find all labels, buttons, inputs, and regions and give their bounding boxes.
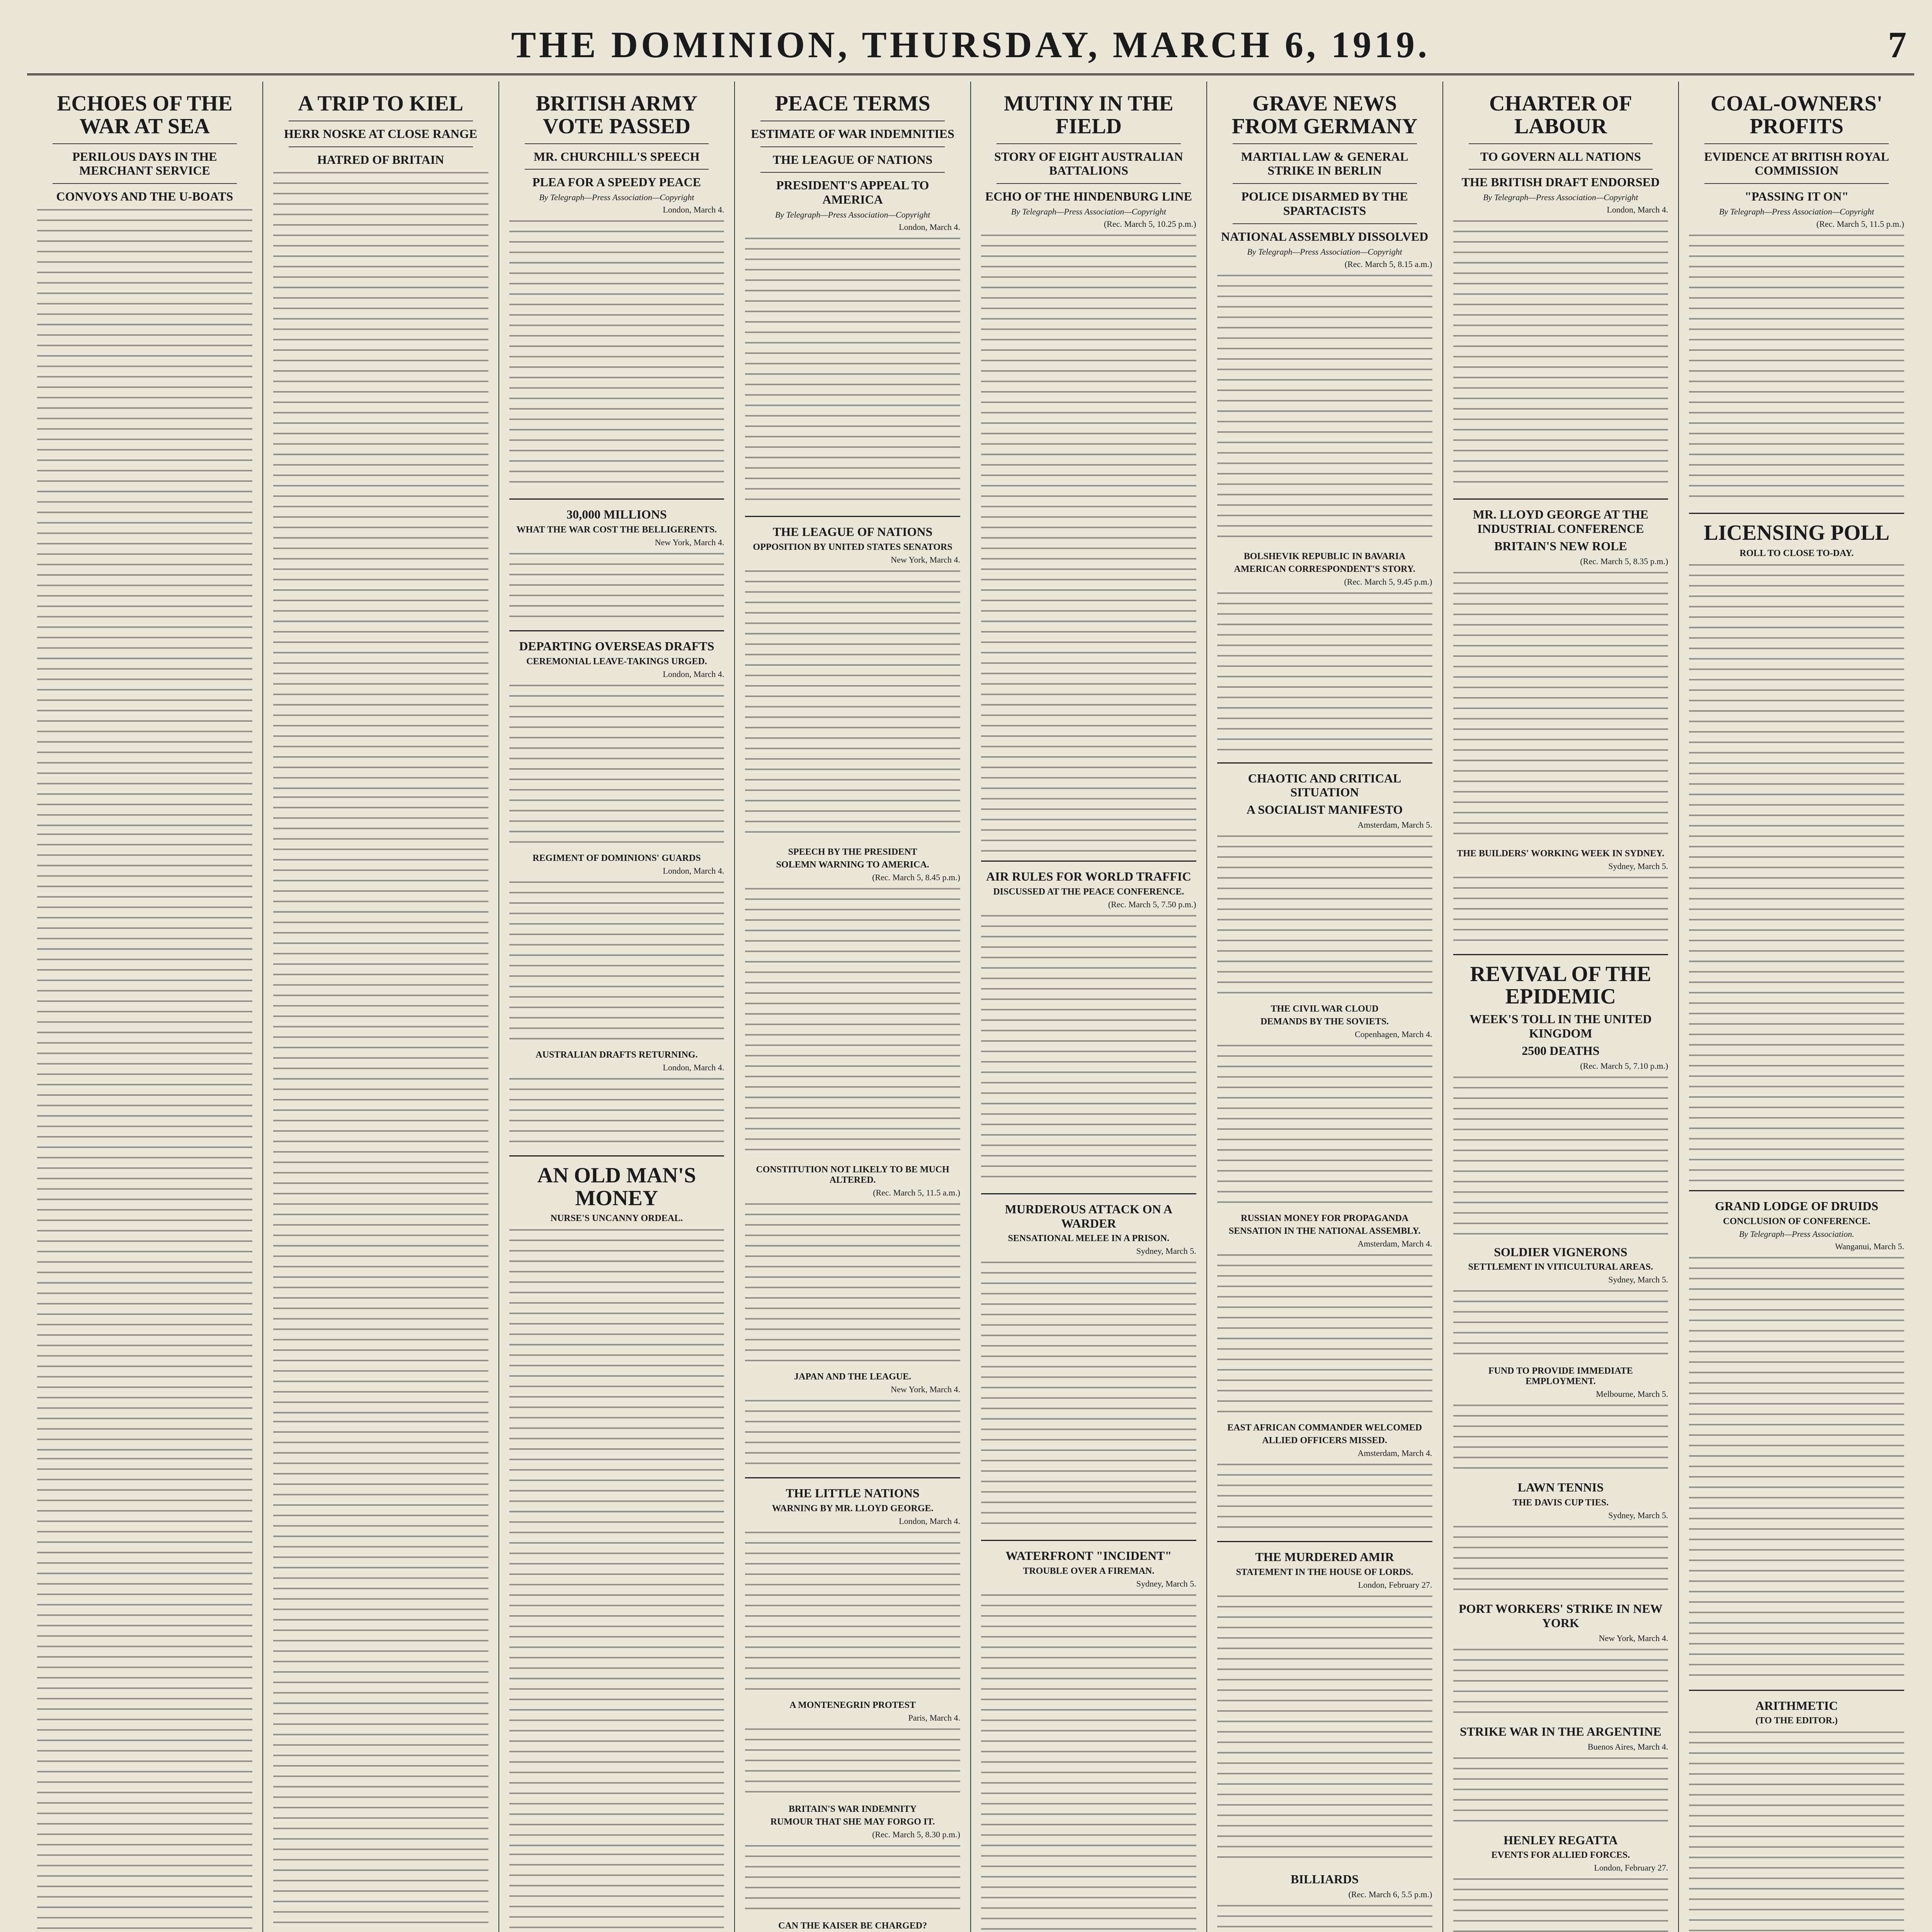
byline: By Telegraph—Press Association—Copyright: [1247, 247, 1402, 257]
subheadline: CEREMONIAL LEAVE-TAKINGS URGED.: [526, 656, 707, 667]
article-australian-drafts-header: [509, 1050, 724, 1073]
article-body-text: [37, 1458, 252, 1932]
article-argentine-header: [1453, 1725, 1668, 1752]
masthead: [27, 15, 1914, 75]
dateline: London, March 4.: [899, 1516, 960, 1526]
subheadline: MR. CHURCHILL'S SPEECH: [534, 149, 700, 163]
headline: STRIKE WAR IN THE ARGENTINE: [1460, 1724, 1662, 1738]
dateline: (Rec. March 5, 7.50 p.m.): [1108, 899, 1196, 909]
columns: [27, 82, 1914, 1932]
subheadline: PERILOUS DAYS IN THE MERCHANT SERVICE: [72, 149, 217, 178]
headline: EAST AFRICAN COMMANDER WELCOMED: [1227, 1422, 1422, 1433]
headline: THE LEAGUE OF NATIONS: [772, 524, 933, 539]
article-body-text: [509, 881, 724, 1044]
byline: By Telegraph—Press Association.: [1739, 1229, 1854, 1239]
dateline: London, February 27.: [1594, 1863, 1668, 1873]
dateline: London, March 4.: [663, 866, 724, 876]
subheadline: STATEMENT IN THE HOUSE OF LORDS.: [1236, 1567, 1413, 1577]
article-army-vote-header: [509, 92, 724, 215]
column-5: [971, 82, 1207, 1932]
article-body-text: [745, 570, 960, 841]
column-1: [27, 82, 263, 1932]
dateline: Amsterdam, March 5.: [1357, 820, 1432, 830]
byline: By Telegraph—Press Association—Copyright: [1011, 206, 1167, 216]
dateline: Copenhagen, March 4.: [1355, 1029, 1432, 1039]
headline: THE BUILDERS' WORKING WEEK IN SYDNEY.: [1457, 848, 1665, 859]
headline: PORT WORKERS' STRIKE IN NEW YORK: [1459, 1602, 1663, 1630]
subheadline: OPPOSITION BY UNITED STATES SENATORS: [753, 542, 952, 552]
dateline: New York, March 4.: [891, 1384, 960, 1394]
dateline: (Rec. March 5, 10.25 p.m.): [1104, 219, 1196, 229]
article-body-text: [509, 685, 724, 847]
article-body-text: [1217, 1905, 1432, 1932]
article-body-text: [981, 1594, 1196, 1932]
article-body-text: [1453, 1526, 1668, 1595]
dateline: Paris, March 4.: [908, 1713, 960, 1723]
article-body-text: [1689, 1257, 1904, 1682]
dateline: Sydney, March 5.: [1136, 1579, 1196, 1589]
subheadline: POLICE DISARMED BY THE SPARTACISTS: [1241, 189, 1408, 218]
subheadline: STORY OF EIGHT AUSTRALIAN BATTALIONS: [994, 149, 1183, 178]
article-body-text: [1689, 235, 1904, 505]
article-body-text: [1689, 1731, 1904, 1932]
article-kiel-header: [273, 92, 488, 167]
headline: DEPARTING OVERSEAS DRAFTS: [519, 639, 714, 653]
headline: CAN THE KAISER BE CHARGED?: [778, 1920, 927, 1931]
subheadline: SETTLEMENT IN VITICULTURAL AREAS.: [1468, 1262, 1653, 1272]
byline: By Telegraph—Press Association—Copyright: [539, 192, 694, 202]
headline: SPEECH BY THE PRESIDENT: [788, 847, 917, 857]
article-body-text: [1217, 275, 1432, 545]
headline: LAWN TENNIS: [1517, 1480, 1604, 1495]
article-chaotic-header: [1217, 771, 1432, 830]
article-body-text: [1217, 1254, 1432, 1417]
subheadline: HERR NOSKE AT CLOSE RANGE: [284, 126, 478, 141]
article-body-text: [981, 915, 1196, 1185]
article-body-text: [273, 172, 488, 790]
article-body-text: [1453, 877, 1668, 946]
article-billiards-header: [1217, 1872, 1432, 1900]
article-japan-header: [745, 1372, 960, 1395]
subheadline: TO GOVERN ALL NATIONS: [1480, 149, 1641, 163]
headline: WATERFRONT "INCIDENT": [1005, 1549, 1172, 1563]
article-body-text: [981, 1262, 1196, 1532]
article-body-text: [745, 1532, 960, 1694]
article-charter-header: [1453, 92, 1668, 215]
article-peace-terms-header: [745, 92, 960, 232]
headline: PEACE TERMS: [775, 92, 930, 116]
dateline: Sydney, March 5.: [1136, 1246, 1196, 1256]
masthead-title: THE DOMINION, THURSDAY, MARCH 6, 1919.: [511, 24, 1430, 65]
subheadline: PRESIDENT'S APPEAL TO AMERICA: [776, 178, 929, 207]
headline: A MONTENEGRIN PROTEST: [789, 1700, 916, 1710]
article-body-text: [1453, 1878, 1668, 1932]
article-warder-header: [981, 1202, 1196, 1257]
headline: FUND TO PROVIDE IMMEDIATE EMPLOYMENT.: [1488, 1366, 1633, 1387]
subheadline: THE BRITISH DRAFT ENDORSED: [1461, 175, 1660, 189]
article-body-text: [37, 209, 252, 827]
subheadline: NURSE'S UNCANNY ORDEAL.: [550, 1213, 683, 1224]
article-grave-news-header: [1217, 92, 1432, 269]
article-mutiny-header: [981, 92, 1196, 229]
headline: COAL-OWNERS' PROFITS: [1711, 92, 1883, 138]
column-3: [499, 82, 735, 1932]
subheadline: SOLEMN WARNING TO AMERICA.: [776, 859, 929, 870]
subheadline: DEMANDS BY THE SOVIETS.: [1260, 1016, 1389, 1027]
article-body-text: [509, 1854, 724, 1932]
article-drafts-header: [509, 639, 724, 679]
article-body-text: [1453, 1757, 1668, 1827]
headline: BOLSHEVIK REPUBLIC IN BAVARIA: [1243, 551, 1406, 561]
subheadline: NATIONAL ASSEMBLY DISSOLVED: [1221, 229, 1429, 243]
article-coal-owners-header: [1689, 92, 1904, 229]
article-fund-header: [1453, 1366, 1668, 1399]
article-body-text: [745, 1203, 960, 1366]
subheadline: BRITAIN'S NEW ROLE: [1494, 539, 1627, 553]
article-body-text: [1217, 592, 1432, 755]
article-indemnity-header: [745, 1804, 960, 1840]
dateline: Amsterdam, March 4.: [1357, 1238, 1432, 1248]
dateline: London, February 27.: [1358, 1580, 1432, 1590]
subheadline: 2500 DEATHS: [1522, 1043, 1600, 1058]
subheadline: ECHO OF THE HINDENBURG LINE: [985, 189, 1192, 204]
headline: JAPAN AND THE LEAGUE.: [794, 1371, 912, 1382]
subheadline: WEEK'S TOLL IN THE UNITED KINGDOM: [1469, 1012, 1652, 1040]
subheadline: SENSATION IN THE NATIONAL ASSEMBLY.: [1228, 1226, 1421, 1236]
article-air-rules-header: [981, 869, 1196, 910]
dateline: (Rec. March 5, 8.30 p.m.): [872, 1829, 960, 1839]
subheadline: DISCUSSED AT THE PEACE CONFERENCE.: [993, 886, 1184, 897]
article-body-text: [1453, 572, 1668, 842]
article-body-text: [509, 553, 724, 622]
subheadline: CONVOYS AND THE U-BOATS: [56, 189, 233, 204]
dateline: (Rec. March 5, 7.10 p.m.): [1580, 1061, 1668, 1071]
article-vignerons-header: [1453, 1245, 1668, 1285]
headline: GRAND LODGE OF DRUIDS: [1715, 1199, 1879, 1213]
headline: REGIMENT OF DOMINIONS' GUARDS: [532, 853, 701, 863]
headline: THE MURDERED AMIR: [1255, 1549, 1394, 1564]
headline: A TRIP TO KIEL: [298, 92, 464, 116]
byline: By Telegraph—Press Association—Copyright: [775, 209, 930, 219]
headline: BILLIARDS: [1291, 1872, 1359, 1886]
headline: CHARTER OF LABOUR: [1489, 92, 1632, 138]
dateline: (Rec. March 5, 8.35 p.m.): [1580, 556, 1668, 566]
dateline: (Rec. March 6, 5.5 p.m.): [1348, 1889, 1432, 1899]
column-4: [735, 82, 971, 1932]
subheadline: ALLIED OFFICERS MISSED.: [1262, 1435, 1387, 1446]
subheadline: EVIDENCE AT BRITISH ROYAL COMMISSION: [1704, 149, 1889, 178]
article-body-text: [273, 796, 488, 1415]
dateline: Sydney, March 5.: [1608, 1275, 1668, 1285]
headline: AN OLD MAN'S MONEY: [537, 1163, 696, 1210]
dateline: London, March 4.: [663, 1062, 724, 1072]
article-body-text: [509, 220, 724, 491]
article-league-header: [745, 525, 960, 565]
headline: SOLDIER VIGNERONS: [1494, 1245, 1628, 1259]
column-2: [263, 82, 499, 1932]
headline: CONSTITUTION NOT LIKELY TO BE MUCH ALTERED.: [756, 1164, 949, 1185]
dateline: New York, March 4.: [655, 537, 724, 547]
headline: THE LITTLE NATIONS: [786, 1486, 920, 1500]
article-lloyd-george-header: [1453, 507, 1668, 566]
article-body-text: [509, 1078, 724, 1148]
article-body-text: [509, 1229, 724, 1847]
article-bavaria-header: [1217, 551, 1432, 587]
article-body-text: [745, 888, 960, 1158]
article-body-text: [37, 833, 252, 1452]
article-body-text: [745, 1728, 960, 1798]
subheadline: SENSATIONAL MELEE IN A PRISON.: [1008, 1233, 1170, 1244]
article-russian-money-header: [1217, 1213, 1432, 1249]
dateline: Amsterdam, March 4.: [1357, 1448, 1432, 1458]
headline: CHAOTIC AND CRITICAL SITUATION: [1248, 771, 1401, 799]
subheadline: WHAT THE WAR COST THE BELLIGERENTS.: [516, 524, 717, 535]
dateline: (Rec. March 5, 9.45 p.m.): [1344, 577, 1432, 587]
article-body-text: [745, 238, 960, 508]
page-number: 7: [1888, 24, 1906, 65]
article-millions-header: [509, 507, 724, 548]
article-body-text: [745, 1845, 960, 1915]
article-epidemic-header: [1453, 963, 1668, 1071]
subheadline: AMERICAN CORRESPONDENT'S STORY.: [1234, 564, 1415, 574]
dateline: New York, March 4.: [1599, 1633, 1668, 1643]
dateline: Wanganui, March 5.: [1835, 1241, 1904, 1251]
dateline: (Rec. March 5, 8.45 p.m.): [872, 872, 960, 882]
subheadline: EVENTS FOR ALLIED FORCES.: [1491, 1850, 1630, 1861]
article-civil-war-header: [1217, 1004, 1432, 1039]
article-body-text: [1453, 1405, 1668, 1474]
dateline: Sydney, March 5.: [1608, 861, 1668, 871]
headline: MR. LLOYD GEORGE AT THE INDUSTRIAL CONFERENCE: [1473, 507, 1649, 536]
article-henley-header: [1453, 1833, 1668, 1873]
dateline: (Rec. March 5, 11.5 p.m.): [1816, 219, 1904, 229]
article-builders-header: [1453, 849, 1668, 871]
subheadline: "PASSING IT ON": [1745, 189, 1849, 204]
dateline: London, March 4.: [1607, 205, 1668, 215]
article-body-text: [1217, 1595, 1432, 1866]
article-east-african-header: [1217, 1423, 1432, 1458]
headline: THE CIVIL WAR CLOUD: [1270, 1003, 1379, 1014]
subheadline: ESTIMATE OF WAR INDEMNITIES: [751, 126, 954, 141]
article-body-text: [745, 1400, 960, 1469]
headline: ECHOES OF THE WAR AT SEA: [57, 92, 233, 138]
column-8: [1679, 82, 1914, 1932]
headline: HENLEY REGATTA: [1503, 1833, 1618, 1847]
headline: AUSTRALIAN DRAFTS RETURNING.: [536, 1049, 698, 1060]
column-6: [1207, 82, 1443, 1932]
article-guards-header: [509, 853, 724, 876]
subheadline: RUMOUR THAT SHE MAY FORGO IT.: [770, 1816, 935, 1827]
subheadline: TROUBLE OVER A FIREMAN.: [1023, 1566, 1155, 1577]
byline: By Telegraph—Press Association—Copyright: [1483, 192, 1638, 202]
subheadline: (TO THE EDITOR.): [1755, 1716, 1838, 1726]
column-7: [1443, 82, 1679, 1932]
headline: MUTINY IN THE FIELD: [1004, 92, 1173, 138]
dateline: Sydney, March 5.: [1608, 1510, 1668, 1520]
subheadline: CONCLUSION OF CONFERENCE.: [1723, 1216, 1871, 1226]
subheadline: ROLL TO CLOSE TO-DAY.: [1739, 548, 1854, 558]
byline: By Telegraph—Press Association—Copyright: [1719, 206, 1874, 216]
subheadline: MARTIAL LAW & GENERAL STRIKE IN BERLIN: [1241, 149, 1408, 178]
article-body-text: [273, 1421, 488, 1932]
dateline: Melbourne, March 5.: [1596, 1389, 1668, 1399]
subheadline: HATRED OF BRITAIN: [317, 152, 444, 167]
article-kaiser-header: [745, 1921, 960, 1932]
headline: BRITAIN'S WAR INDEMNITY: [789, 1804, 917, 1814]
subheadline: THE DAVIS CUP TIES.: [1512, 1498, 1609, 1508]
headline: GRAVE NEWS FROM GERMANY: [1231, 92, 1418, 138]
dateline: Buenos Aires, March 4.: [1587, 1742, 1668, 1752]
article-body-text: [1453, 1290, 1668, 1360]
dateline: (Rec. March 5, 8.15 a.m.): [1344, 259, 1432, 269]
article-amir-header: [1217, 1550, 1432, 1590]
article-old-man-header: [509, 1164, 724, 1224]
headline: RUSSIAN MONEY FOR PROPAGANDA: [1241, 1213, 1409, 1223]
headline: 30,000 MILLIONS: [566, 507, 667, 522]
headline: MURDEROUS ATTACK ON A WARDER: [1005, 1202, 1173, 1230]
article-port-workers-header: [1453, 1602, 1668, 1643]
dateline: London, March 4.: [663, 669, 724, 679]
article-body-text: [1453, 220, 1668, 491]
article-body-text: [1217, 1464, 1432, 1533]
article-tennis-header: [1453, 1480, 1668, 1520]
article-speech-header: [745, 847, 960, 883]
dateline: New York, March 4.: [891, 554, 960, 565]
article-constitution-header: [745, 1165, 960, 1198]
article-licensing-header: [1689, 522, 1904, 559]
dateline: London, March 4.: [663, 205, 724, 215]
subheadline: A SOCIALIST MANIFESTO: [1246, 803, 1403, 817]
dateline: London, March 4.: [899, 222, 960, 232]
article-little-nations-header: [745, 1486, 960, 1526]
article-body-text: [1217, 835, 1432, 998]
article-body-text: [1689, 564, 1904, 1182]
subheadline: WARNING BY MR. LLOYD GEORGE.: [772, 1503, 934, 1514]
article-body-text: [1217, 1045, 1432, 1207]
article-waterfront-header: [981, 1549, 1196, 1589]
subheadline: THE LEAGUE OF NATIONS: [772, 152, 933, 167]
article-echoes-header: [37, 92, 252, 204]
headline: BRITISH ARMY VOTE PASSED: [536, 92, 698, 138]
article-body-text: [1453, 1649, 1668, 1718]
headline: LICENSING POLL: [1704, 520, 1890, 545]
headline: AIR RULES FOR WORLD TRAFFIC: [986, 869, 1191, 883]
article-montenegrin-header: [745, 1700, 960, 1723]
subheadline: PLEA FOR A SPEEDY PEACE: [532, 175, 701, 189]
dateline: (Rec. March 5, 11.5 a.m.): [873, 1187, 960, 1197]
headline: ARITHMETIC: [1755, 1698, 1838, 1713]
article-arithmetic-header: [1689, 1699, 1904, 1726]
article-druids-header: [1689, 1199, 1904, 1252]
article-body-text: [981, 235, 1196, 853]
headline: REVIVAL OF THE EPIDEMIC: [1470, 962, 1651, 1009]
article-body-text: [1453, 1077, 1668, 1239]
